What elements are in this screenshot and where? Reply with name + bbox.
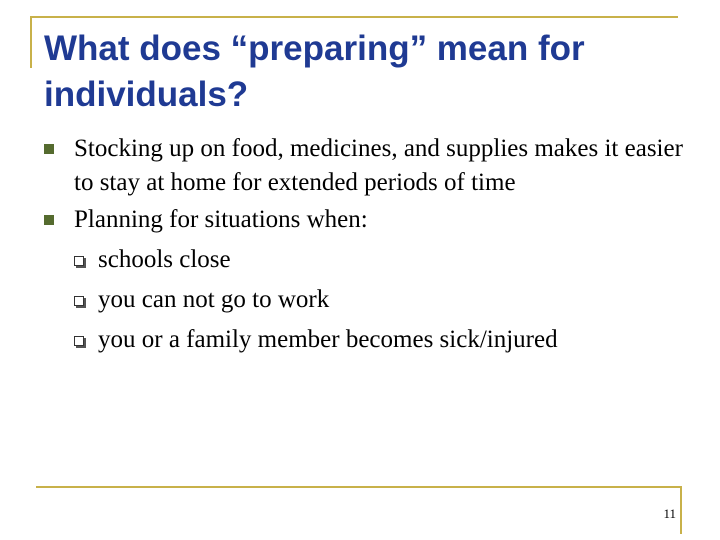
page-number: 11: [663, 506, 676, 521]
bullet-text: Stocking up on food, medicines, and supplies makes it easier to stay at home for extended periods of time: [74, 135, 683, 196]
sub-bullet-text: you can not go to work: [98, 286, 330, 313]
sub-bullet-item: [74, 243, 684, 277]
sub-bullet-item: [74, 283, 684, 317]
top-divider: [30, 16, 678, 18]
bottom-divider: [36, 486, 682, 488]
sub-bullet-text: schools close: [98, 246, 231, 273]
sub-bullet-list: [74, 243, 684, 357]
checkbox-bullet-icon: [74, 296, 84, 306]
slide-title: What does “preparing” mean for individuals?: [44, 29, 585, 114]
sub-bullet-text: you or a family member becomes sick/injured: [98, 326, 558, 353]
bullet-item: [44, 203, 684, 357]
square-bullet-icon: [44, 144, 54, 154]
square-bullet-icon: [44, 215, 54, 225]
bullet-text: Planning for situations when:: [74, 206, 368, 233]
sub-bullet-item: [74, 323, 684, 357]
left-divider: [30, 16, 32, 68]
right-divider: [680, 486, 682, 534]
checkbox-bullet-icon: [74, 256, 84, 266]
checkbox-bullet-icon: [74, 336, 84, 346]
bullet-list: [44, 132, 684, 360]
bullet-item: [44, 132, 684, 200]
